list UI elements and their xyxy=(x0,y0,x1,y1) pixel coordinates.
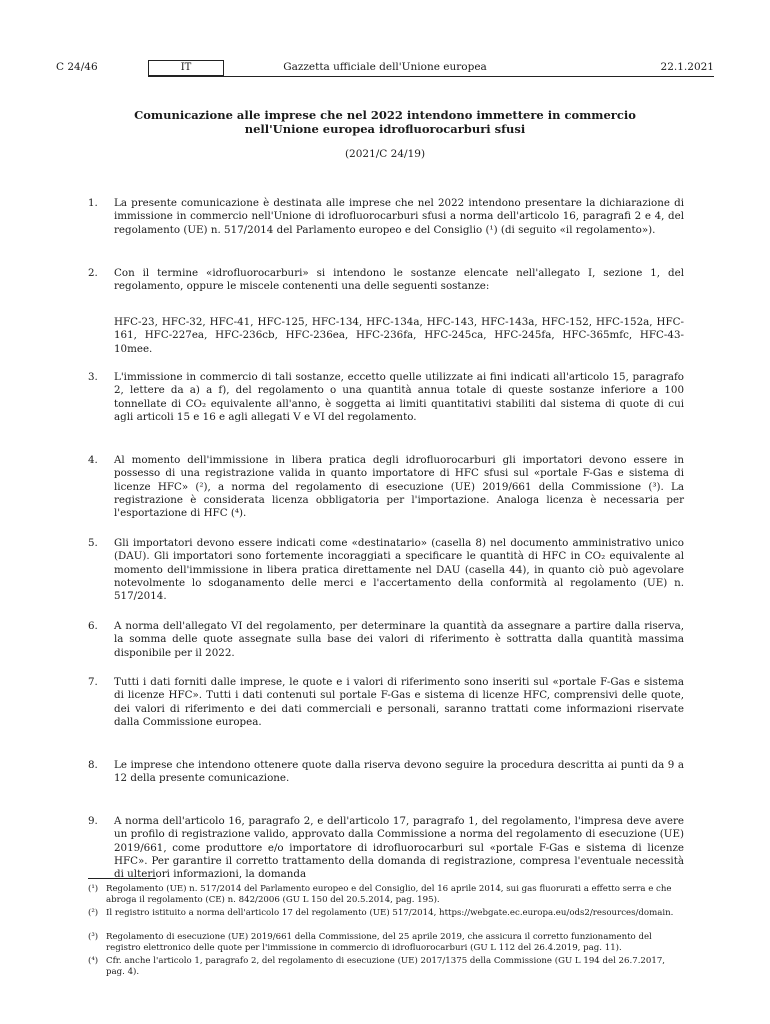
footnote-mark: (³) xyxy=(88,932,99,942)
paragraph-number: 4. xyxy=(88,454,98,466)
footnote-text: Cfr. anche l'articolo 1, paragrafo 2, del regolamento di esecuzione (UE) 2017/1375 della Commissione (GU L 194 del 26.7.2017, pag. 4). xyxy=(106,956,666,977)
paragraph-text: Con il termine «idrofluorocarburi» si intendono le sostanze elencate nell'allegato I, sezione 1, del regolamento, oppure le miscele contenenti una delle seguenti sostanze: xyxy=(114,267,684,293)
footnote-1 xyxy=(88,884,684,906)
paragraph-text: Al momento dell'immissione in libera pratica degli idrofluorocarburi gli importatori devono essere in possesso di una registrazione valida in quanto importatore di HFC sfusi sul «portale F-Gas e sistema di licenze HFC» (²), a norma del regolamento di esecuzione (UE) 2019/661 della Commissione (³). La registrazione è considerata licenza obbligatoria per l'importazione. Analoga licenza è necessaria per l'esportazione di HFC (⁴). xyxy=(114,454,684,520)
language-box: IT xyxy=(148,60,224,76)
paragraph-text: Tutti i dati forniti dalle imprese, le quote e i valori di riferimento sono inseriti sul «portale F-Gas e sistema di licenze HFC». Tutti i dati contenuti sul portale F-Gas e sistema di licenze HFC, comprensivi delle quote, dei valori di riferimento e dei dati commerciali e personali, saranno trattati come informazioni riservate dalla Commissione europea. xyxy=(114,676,684,728)
paragraph-number: 9. xyxy=(88,815,98,827)
page-code: C 24/46 xyxy=(56,61,98,73)
paragraph-6 xyxy=(88,620,684,660)
footnote-2 xyxy=(88,908,684,919)
paragraph-text: Gli importatori devono essere indicati come «destinatario» (casella 8) nel documento amministrativo unico (DAU). Gli importatori sono fortemente incoraggiati a specificare le quantità di HFC in CO₂ equivalente al momento dell'immissione in libera pratica direttamente nel DAU (casella 44), in quanto ciò può agevolare notevolmente lo sdoganamento delle merci e l'accertamento della conformità al regolamento (UE) n. 517/2014. xyxy=(114,537,684,603)
substance-list: HFC-23, HFC-32, HFC-41, HFC-125, HFC-134, HFC-134a, HFC-143, HFC-143a, HFC-152, HFC-152a, HFC-161, HFC-227ea, HFC-236cb, HFC-236ea, HFC-236fa, HFC-245ca, HFC-245fa, HFC-365mfc, HFC-43-10mee. xyxy=(114,316,684,355)
paragraph-number: 6. xyxy=(88,620,98,632)
paragraph-text: La presente comunicazione è destinata alle imprese che nel 2022 intendono presentare la dichiarazione di immissione in commercio nell'Unione di idrofluorocarburi sfusi a norma dell'articolo 16, paragrafi 2 e 4, del regolamento (UE) n. 517/2014 del Parlamento europeo e del Consiglio (¹) (di seguito «il regolamento»). xyxy=(114,197,684,236)
paragraph-text: L'immissione in commercio di tali sostanze, eccetto quelle utilizzate ai fini indicati all'articolo 15, paragrafo 2, lettere da a) a f), del regolamento o una quantità annua totale di queste sostanze inferiore a 100 tonnellate di CO₂ equivalente all'anno, è soggetta ai limiti quantitativi stabiliti dal sistema di quote di cui agli articoli 15 e 16 e agli allegati V e VI del regolamento. xyxy=(114,371,684,423)
paragraph-number: 2. xyxy=(88,267,98,279)
footnote-separator xyxy=(88,878,156,879)
footnote-4 xyxy=(88,956,684,978)
paragraph-9 xyxy=(88,815,684,881)
footnote-text: Il registro istituito a norma dell'articolo 17 del regolamento (UE) 517/2014, https://webgate.ec.europa.eu/ods2/resources/domain. xyxy=(106,908,674,918)
header-rule xyxy=(148,76,714,77)
journal-title: Gazzetta ufficiale dell'Unione europea xyxy=(283,61,487,73)
footnote-text: Regolamento di esecuzione (UE) 2019/661 della Commissione, del 25 aprile 2019, che assicura il corretto funzionamento del registro elettronico delle quote per l'immissione in commercio di idrofluorocarburi (GU L 112 del 26.4.2019, pag. 11). xyxy=(106,932,652,953)
paragraph-3 xyxy=(88,371,684,424)
document-reference: (2021/C 24/19) xyxy=(344,148,426,160)
paragraph-number: 7. xyxy=(88,676,98,688)
paragraph-4 xyxy=(88,454,684,520)
paragraph-1 xyxy=(88,197,684,237)
paragraph-number: 1. xyxy=(88,197,98,209)
page-header xyxy=(56,60,714,80)
footnote-mark: (²) xyxy=(88,908,99,918)
paragraph-number: 8. xyxy=(88,759,98,771)
paragraph-5 xyxy=(88,537,684,603)
paragraph-text: Le imprese che intendono ottenere quote dalla riserva devono seguire la procedura descritta ai punti da 9 a 12 della presente comunicazione. xyxy=(114,759,684,785)
footnote-text: Regolamento (UE) n. 517/2014 del Parlamento europeo e del Consiglio, del 16 aprile 2014, sui gas fluorurati a effetto serra e che abroga il regolamento (CE) n. 842/2006 (GU L 150 del 20.5.2014, pag. 195). xyxy=(106,884,672,905)
paragraph-7 xyxy=(88,676,684,729)
paragraph-2 xyxy=(88,267,684,294)
footnote-mark: (¹) xyxy=(88,884,99,894)
paragraph-8 xyxy=(88,759,684,786)
paragraph-number: 5. xyxy=(88,537,98,549)
paragraph-number: 3. xyxy=(88,371,98,383)
footnote-3 xyxy=(88,932,684,954)
paragraph-text: A norma dell'allegato VI del regolamento, per determinare la quantità da assegnare a partire dalla riserva, la somma delle quote assegnate sulla base dei valori di riferimento è sottratta dalla quantità massima disponibile per il 2022. xyxy=(114,620,684,659)
footnote-mark: (⁴) xyxy=(88,956,99,966)
issue-date: 22.1.2021 xyxy=(660,61,714,73)
document-title: Comunicazione alle imprese che nel 2022 intendono immettere in commercio nell'Unione europea idrofluorocarburi sfusi xyxy=(134,108,636,136)
paragraph-text: A norma dell'articolo 16, paragrafo 2, e dell'articolo 17, paragrafo 1, del regolamento, l'impresa deve avere un profilo di registrazione valido, approvato dalla Commissione a norma del regolamento di esecuzione (UE) 2019/661, come produttore e/o importatore di idrofluorocarburi sul «portale F-Gas e sistema di licenze HFC». Per garantire il corretto trattamento della domanda di registrazione, compresa l'eventuale necessità di ulteriori informazioni, la domanda xyxy=(114,815,684,881)
